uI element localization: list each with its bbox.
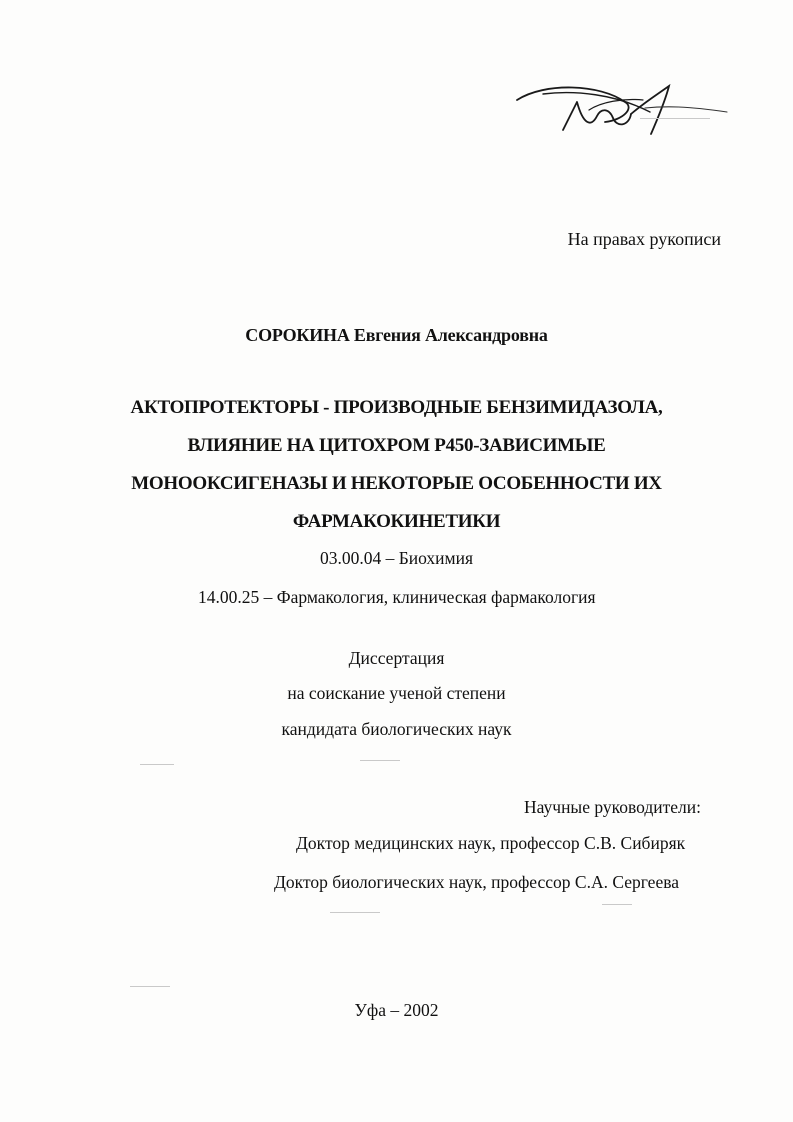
- specialty-biochemistry: 03.00.04 – Биохимия: [319, 548, 474, 568]
- degree-purpose: на соискание ученой степени: [287, 683, 506, 703]
- city-year: Уфа – 2002: [354, 1000, 439, 1020]
- title-line-1: АКТОПРОТЕКТОРЫ - ПРОИЗВОДНЫЕ БЕНЗИМИДАЗОЛА,: [130, 397, 663, 418]
- scan-speck: [140, 764, 174, 765]
- title-line-4: ФАРМАКОКИНЕТИКИ: [292, 511, 501, 532]
- handwritten-signature: [505, 72, 735, 152]
- degree-type: Диссертация: [348, 648, 445, 668]
- specialty-pharmacology: 14.00.25 – Фармакология, клиническая фармакология: [198, 587, 596, 607]
- supervisor-1: Доктор медицинских наук, профессор С.В. Сибиряк: [296, 833, 686, 853]
- scan-speck: [360, 760, 400, 761]
- manuscript-rights-note: На правах рукописи: [567, 229, 721, 249]
- title-line-2: ВЛИЯНИЕ НА ЦИТОХРОМ Р450-ЗАВИСИМЫЕ: [187, 435, 606, 456]
- degree-field: кандидата биологических наук: [281, 719, 512, 739]
- scan-speck: [130, 986, 170, 987]
- author-name: СОРОКИНА Евгения Александровна: [245, 325, 548, 345]
- supervisors-label: Научные руководители:: [524, 797, 701, 817]
- scan-speck: [640, 118, 710, 119]
- scan-speck: [330, 912, 380, 913]
- supervisor-2: Доктор биологических наук, профессор С.А. Сергеева: [274, 872, 680, 892]
- scan-speck: [602, 904, 632, 905]
- title-line-3: МОНООКСИГЕНАЗЫ И НЕКОТОРЫЕ ОСОБЕННОСТИ ИХ: [131, 473, 662, 494]
